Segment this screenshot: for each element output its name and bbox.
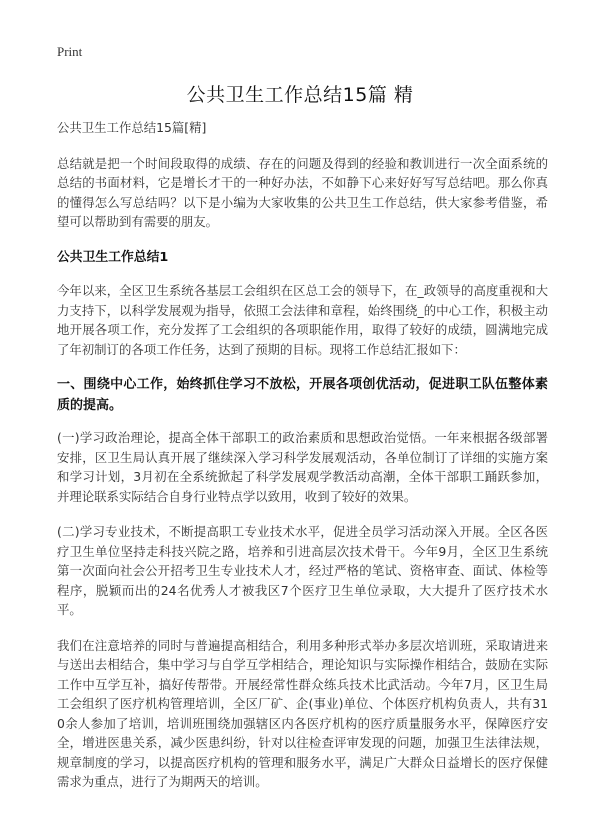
body-paragraph-4: 我们在注意培养的同时与普遍提高相结合，利用多种形式举办多层次培训班，采取请进来与送出去相结合，集中学习与自学互学相结合，理论知识与实际操作相结合，鼓励在实际工作中互学互补，搞好传帮带。开展经常性群众练兵技术比武活动。今年7月，区卫生局工会组织了医疗机构管理培训，全区厂矿、企(事业)单位、个体医疗机构负责人，共有310余人参加了培训，培训班围绕加强辖区内各医疗机构的医疗质量服务水平，保障医疗安全，增进医患关系，减少医患纠纷，针对以往检查评审发现的问题，加强卫生法律法规，规章制度的学习，以提高医疗机构的管理和服务水平，满足广大群众日益增长的医疗保健需求为重点，进行了为期两天的培训。 — [57, 637, 548, 789]
document-title: 公共卫生工作总结15篇 精 — [186, 84, 414, 106]
intro-paragraph: 总结就是把一个时间段取得的成绩、存在的问题及得到的经验和教训进行一次全面系统的总结的书面材料，它是增长才干的一种好办法，不如静下心来好好写写总结吧。那么你真的懂得怎么写总结吗？以下是小编为大家收集的公共卫生工作总结，供大家参考借鉴，希望可以帮助到有需要的朋友。 — [57, 155, 548, 229]
document-subtitle: 公共卫生工作总结15篇[精] — [57, 120, 207, 135]
subsection-heading: 一、围绕中心工作，始终抓住学习不放松，开展各项创优活动，促进职工队伍整体素质的提高。 — [57, 377, 548, 413]
body-paragraph-2: (一)学习政治理论，提高全体干部职工的政治素质和思想政治觉悟。一年来根据各级部署安排，区卫生局认真开展了继续深入学习科学发展观活动，各单位制订了详细的实施方案和学习计划，3月初在全系统掀起了科学发展观学教活动高潮，全体干部职工踊跃参加，并理论联系实际结合自身行业特点学以致用，收到了较好的效果。 — [57, 430, 548, 504]
document-body — [57, 118, 548, 808]
body-paragraph-1: 今年以来，全区卫生系统各基层工会组织在区总工会的领导下，在_政领导的高度重视和大力支持下，以科学发展观为指导，依照工会法律和章程，始终围绕_的中心工作，积极主动地开展各项工作，充分发挥了工会组织的各项职能作用，取得了较好的成绩，圆满地完成了年初制订的各项工作任务，达到了预期的目标。现将工作总结汇报如下： — [57, 283, 548, 357]
section-heading: 公共卫生工作总结1 — [57, 249, 169, 265]
print-link[interactable]: Print — [57, 44, 83, 59]
body-paragraph-3: (二)学习专业技术，不断提高职工专业技术水平，促进全员学习活动深入开展。全区各医疗卫生单位坚持走科技兴院之路，培养和引进高层次技术骨干。今年9月，全区卫生系统第一次面向社会公开招考卫生专业技术人才，经过严格的笔试、资格审查、面试、体检等程序，脱颖而出的24名优秀人才被我区7个医疗卫生单位录取，大大提升了医疗技术水平。 — [57, 524, 548, 617]
